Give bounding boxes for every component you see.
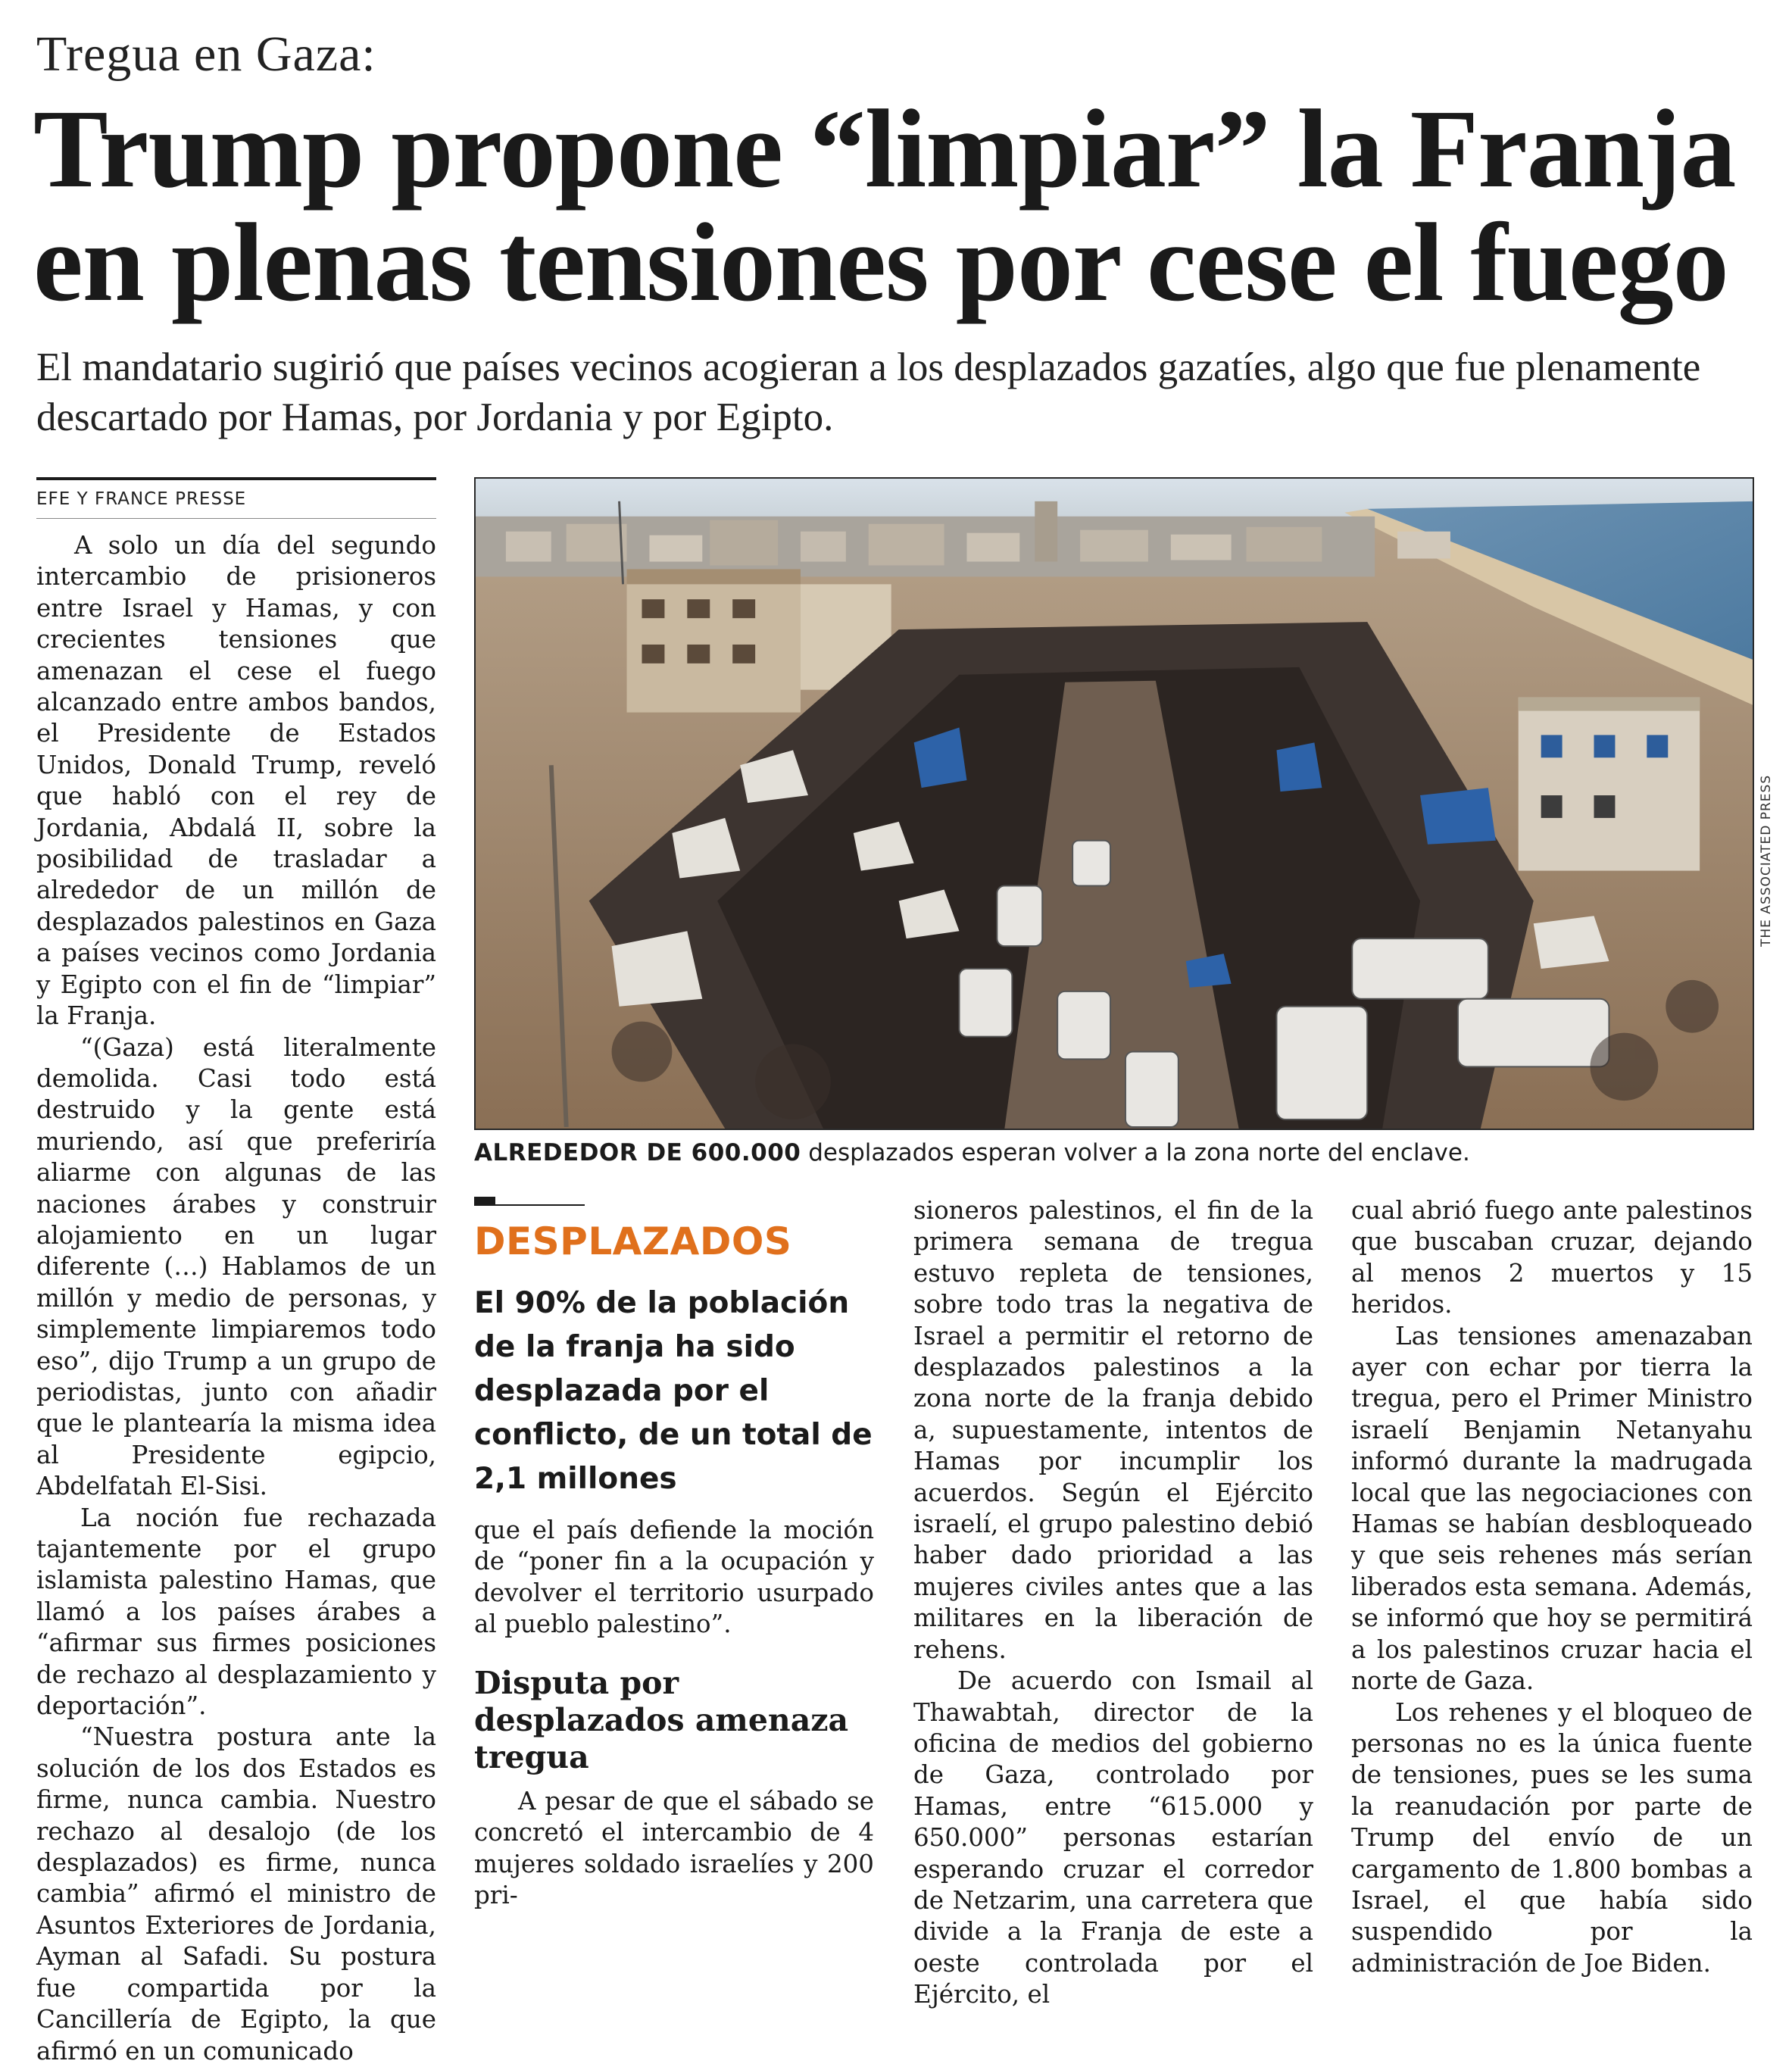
caption-text: desplazados esperan volver a la zona norte del enclave. [801,1139,1470,1166]
pull-quote-text: El 90% de la población de la franja ha sido desplazada por el conflicto, de un total de 2,1 millones [474,1286,873,1496]
pull-quote-mark [474,1197,495,1206]
news-photo [474,477,1754,1130]
paragraph: sioneros palestinos, el fin de la primera semana de tregua estuvo repleta de tensiones, sobre todo tras la negativa de Israel a permitir el retorno de desplazados palestinos a la zona norte de la franja debido a, supuestamente, intentos de Hamas por incumplir los acuerdos. Según el Ejército israelí, el grupo palestino debió haber dado prioridad a las mujeres civiles antes que a las militares en la liberación de rehens. [913,1196,1313,1664]
byline-rule [36,477,436,480]
headline [33,87,1775,325]
crowd-photo-illustration [476,479,1753,1129]
paragraph: que el país defiende la moción de “poner fin a la ocupación y devolver el territorio usurpado al pueblo palestino”. [474,1516,874,1639]
paragraph: “(Gaza) está literalmente demolida. Casi todo está destruido y la gente está muriendo, así que preferiría aliarme con algunas de las naciones árabes y construir alojamiento en un lugar diferente (…) Hablamos de un millón y medio de personas, y simplemente limpiaremos todo eso”, dijo Trump a un grupo de periodistas, junto con añadir que le plantearía la misma idea al Presidente egipcio, Abdelfatah El-Sisi. [36,1032,436,1501]
column-2-continuation [474,1515,874,1641]
column-4 [1351,1195,1753,1979]
column-1 [36,530,436,2067]
headline-line-1: Trump propone “limpiar” la Franja [33,87,1736,211]
photo-caption [474,1138,1762,1168]
headline-line-2: en plenas tensiones por cese el fuego [33,201,1728,325]
byline-divider [36,518,436,519]
subheading: Disputa por desplazados amenaza tregua [474,1665,849,1775]
column-3 [913,1195,1313,2011]
pull-quote-label: DESPLAZADOS [474,1219,792,1263]
pull-quote-rule [495,1204,585,1206]
paragraph: cual abrió fuego ante palestinos que buscaban cruzar, dejando al menos 2 muertos y 15 heridos. [1351,1196,1753,1319]
kicker: Tregua en Gaza: [36,27,376,82]
paragraph: “Nuestra postura ante la solución de los dos Estados es firme, nunca cambia. Nuestro rechazo al desalojo (de los desplazados) es firme, nunca cambia” afirmó el ministro de Asuntos Exteriores de Jordania, Ayman al Safadi. Su postura fue compartida por la Cancillería de Egipto, la que afirmó en un comunicado [36,1722,436,2065]
paragraph: Las tensiones amenazaban ayer con echar por tierra la tregua, pero el Primer Ministro israelí Benjamin Netanyahu informó durante la madrugada local que las negociaciones con Hamas se habían desbloqueado y que seis rehenes más serían liberados esta semana. Además, se informó que hoy se permitirá a los palestinos cruzar hacia el norte de Gaza. [1351,1321,1753,1696]
paragraph: Los rehenes y el bloqueo de personas no es la única fuente de tensiones, pues se les suma la reanudación por parte de Trump del envío de un cargamento de 1.800 bombas a Israel, el que había sido suspendido por la administración de Joe Biden. [1351,1697,1753,1978]
paragraph: A pesar de que el sábado se concretó el intercambio de 4 mujeres soldado israelíes y 200 pri- [474,1787,874,1910]
caption-lead: ALREDEDOR DE 600.000 [474,1139,801,1166]
byline: EFE Y FRANCE PRESSE [36,489,247,509]
paragraph: La noción fue rechazada tajantemente por el grupo islamista palestino Hamas, que llamó a los países árabes a “afirmar sus firmes posiciones de rechazo al desplazamiento y deportación”. [36,1503,436,1721]
deck: El mandatario sugirió que países vecinos acogieran a los desplazados gazatíes, algo que fue plenamente descartado por Hamas, por Jordania y por Egipto. [36,345,1701,439]
column-2-start [474,1786,874,1912]
paragraph: De acuerdo con Ismail al Thawabtah, director de la oficina de medios del gobierno de Gaza, controlado por Hamas, entre “615.000 y 650.000” personas estarían esperando cruzar el corredor de Netzarim, una carretera que divide a la Franja de este a oeste controlada por el Ejército, el [913,1666,1313,2009]
paragraph: A solo un día del segundo intercambio de prisioneros entre Israel y Hamas, y con crecientes tensiones que amenazan el cese el fuego alcanzado entre ambos bandos, el Presidente de Estados Unidos, Donald Trump, reveló que habló con el rey de Jordania, Abdalá II, sobre la posibilidad de trasladar a alrededor de un millón de desplazados palestinos en Gaza a países vecinos como Jordania y Egipto con el fin de “limpiar” la Franja. [36,531,436,1031]
photo-credit: THE ASSOCIATED PRESS [1759,774,1774,947]
